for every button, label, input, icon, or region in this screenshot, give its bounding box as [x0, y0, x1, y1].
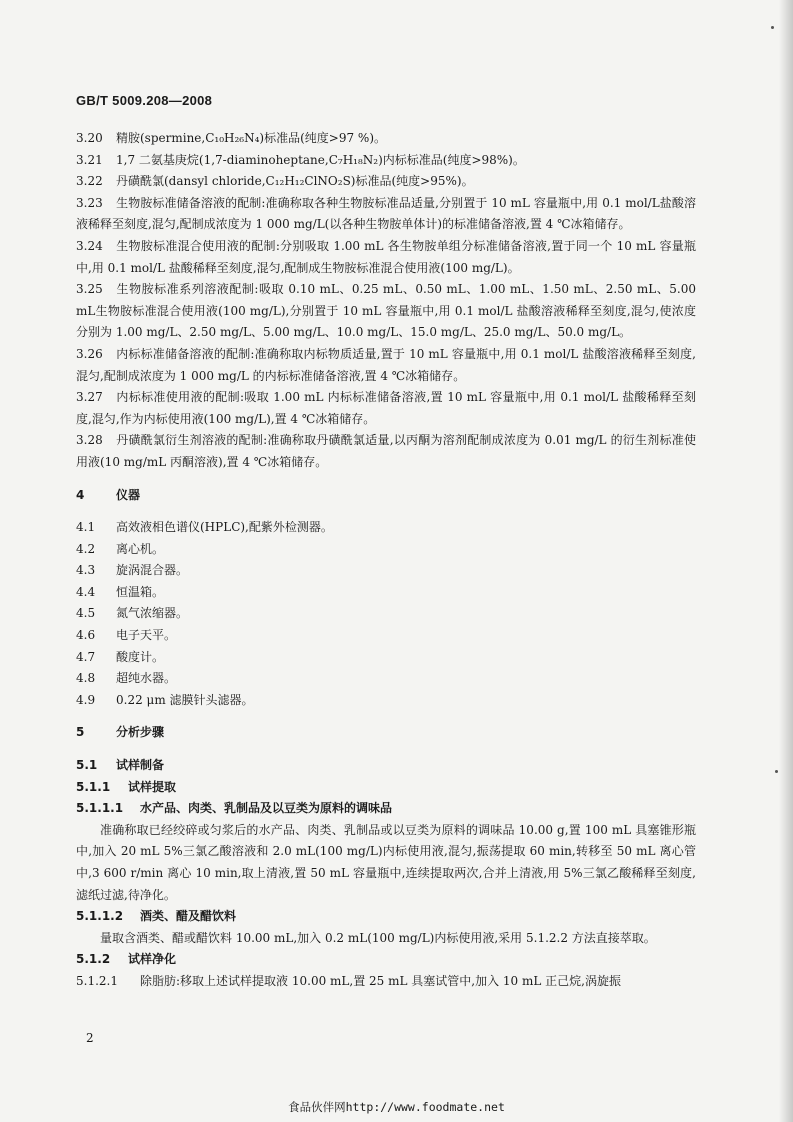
clause-number: 5.1.1 — [76, 779, 111, 794]
footer-watermark: 食品伙伴网http://www.foodmate.net — [288, 1100, 505, 1114]
clause-text: 生物胺标准储备溶液的配制:准确称取各种生物胺标准品适量,分别置于 10 mL 容量瓶中,用 0.1 mol/L盐酸溶液稀释至刻度,混匀,配制成浓度为 1 000 mg/L(以各种生物胺单体计)的标准储备溶液,置 4 ℃冰箱储存。 — [76, 195, 696, 232]
clause-text: 精胺(spermine,C₁₀H₂₆N₄)标准品(纯度>97 %)。 — [116, 131, 387, 145]
clause-number: 5.1 — [76, 758, 98, 773]
clause-text: 氮气浓缩器。 — [116, 606, 189, 621]
clause-item — [76, 150, 696, 172]
clause-number: 4.8 — [76, 671, 96, 686]
clause-text: 1,7 二氨基庚烷(1,7-diaminoheptane,C₇H₁₈N₂)内标标准品(纯度>98%)。 — [116, 152, 525, 167]
section-gap — [76, 711, 696, 722]
scan-edge-shadow — [779, 0, 793, 1122]
section-gap — [76, 744, 696, 755]
clause-number: 5.1.2.1 — [76, 973, 118, 988]
clause-item — [76, 387, 696, 430]
clause-text: 丹磺酰氯(dansyl chloride,C₁₂H₁₂ClNO₂S)标准品(纯度>95%)。 — [116, 174, 474, 189]
clause-number: 3.23 — [76, 195, 103, 210]
clause-item — [76, 647, 696, 669]
clause-item — [76, 539, 696, 561]
clause-number: 4.4 — [76, 584, 96, 599]
clause-number: 3.20 — [76, 131, 103, 145]
section-heading — [76, 485, 696, 507]
clause-item — [76, 171, 696, 193]
clause-number: 3.28 — [76, 433, 103, 448]
section-heading — [76, 755, 696, 777]
page-number: 2 — [86, 1031, 94, 1045]
paragraph-text: 准确称取已经绞碎或匀浆后的水产品、肉类、乳制品或以豆类为原料的调味品 10.00 g,置 100 mL 具塞锥形瓶中,加入 20 mL 5%三氯乙酸溶液和 2.0 mL(100 mg/L)内标使用液,混匀,振荡提取 60 min,转移至 50 mL 离心管中,3 600 r/min 离心 10 min,取上清液,置 50 mL 容量瓶中,连续提取两次,合并上清液,用 5%三氯乙酸稀释至刻度,滤纸过滤,待净化。 — [76, 822, 696, 902]
section-heading — [76, 906, 696, 928]
clause-text: 除脂肪:移取上述试样提取液 10.00 mL,置 25 mL 具塞试管中,加入 10 mL 正己烷,涡旋振 — [140, 973, 621, 988]
section-heading — [76, 777, 696, 799]
clause-number: 5 — [76, 725, 85, 740]
heading-text: 酒类、醋及醋饮料 — [140, 909, 237, 924]
scan-speck — [771, 26, 774, 29]
clause-item — [76, 344, 696, 387]
clause-number: 3.22 — [76, 174, 103, 189]
clause-number: 3.21 — [76, 152, 103, 167]
clause-item — [76, 430, 696, 473]
clause-number: 3.26 — [76, 346, 103, 361]
clause-item — [76, 560, 696, 582]
clause-item — [76, 971, 696, 993]
clause-text: 电子天平。 — [116, 628, 177, 643]
paragraph-text: 量取含酒类、醋或醋饮料 10.00 mL,加入 0.2 mL(100 mg/L)内标使用液,采用 5.1.2.2 方法直接萃取。 — [100, 930, 656, 945]
clause-text: 0.22 μm 滤膜针头滤器。 — [116, 692, 254, 707]
clause-item — [76, 517, 696, 539]
scan-speck — [775, 770, 778, 773]
clause-item — [76, 625, 696, 647]
section-heading — [76, 949, 696, 971]
clause-text: 内标标准储备溶液的配制:准确称取内标物质适量,置于 10 mL 容量瓶中,用 0.1 mol/L 盐酸溶液稀释至刻度,混匀,配制成浓度为 1 000 mg/L 的内标标准储备溶液,置 4 ℃冰箱储存。 — [76, 346, 696, 383]
clause-item — [76, 582, 696, 604]
document-body — [76, 128, 696, 993]
clause-text: 旋涡混合器。 — [116, 563, 189, 578]
clause-item — [76, 668, 696, 690]
body-paragraph — [76, 928, 696, 950]
clause-item — [76, 279, 696, 344]
clause-text: 离心机。 — [116, 541, 165, 556]
clause-text: 丹磺酰氯衍生剂溶液的配制:准确称取丹磺酰氯适量,以丙酮为溶剂配制成浓度为 0.01 mg/L 的衍生剂标准使用液(10 mg/mL 丙酮溶液),置 4 ℃冰箱储存。 — [76, 433, 696, 469]
heading-text: 仪器 — [116, 487, 141, 502]
clause-text: 恒温箱。 — [116, 584, 165, 599]
clause-number: 3.27 — [76, 390, 103, 405]
clause-number: 4.2 — [76, 541, 96, 556]
clause-number: 4.5 — [76, 606, 96, 621]
clause-number: 5.1.2 — [76, 952, 111, 967]
clause-number: 4.9 — [76, 692, 96, 707]
heading-text: 试样制备 — [116, 758, 165, 773]
heading-text: 分析步骤 — [116, 725, 165, 740]
clause-item — [76, 193, 696, 236]
section-heading — [76, 722, 696, 744]
heading-text: 试样提取 — [128, 779, 177, 794]
heading-text: 水产品、肉类、乳制品及以豆类为原料的调味品 — [140, 801, 393, 816]
clause-text: 生物胺标准混合使用液的配制:分别吸取 1.00 mL 各生物胺单组分标准储备溶液,置于同一个 10 mL 容量瓶中,用 0.1 mol/L 盐酸稀释至刻度,混匀,配制成生物胺标准混合使用液(100 mg/L)。 — [76, 238, 696, 275]
clause-item — [76, 603, 696, 625]
clause-number: 5.1.1.2 — [76, 909, 124, 924]
standard-code: GB/T 5009.208—2008 — [76, 93, 213, 108]
clause-number: 4 — [76, 487, 85, 502]
clause-number: 3.25 — [76, 282, 103, 297]
clause-text: 内标标准使用液的配制:吸取 1.00 mL 内标标准储备溶液,置 10 mL 容量瓶中,用 0.1 mol/L 盐酸稀释至刻度,混匀,作为内标使用液(100 mg/L),置 4 ℃冰箱储存。 — [76, 390, 696, 426]
clause-item — [76, 690, 696, 712]
heading-text: 试样净化 — [128, 952, 177, 967]
section-gap — [76, 474, 696, 485]
clause-number: 4.6 — [76, 628, 96, 643]
clause-text: 高效液相色谱仪(HPLC),配紫外检测器。 — [116, 520, 333, 535]
clause-item — [76, 236, 696, 279]
clause-text: 超纯水器。 — [116, 671, 177, 686]
section-heading — [76, 798, 696, 820]
section-gap — [76, 506, 696, 517]
clause-text: 酸度计。 — [116, 649, 165, 664]
clause-number: 5.1.1.1 — [76, 801, 124, 816]
body-paragraph — [76, 820, 696, 906]
clause-item — [76, 128, 696, 150]
clause-number: 4.3 — [76, 563, 96, 578]
clause-number: 3.24 — [76, 238, 103, 253]
clause-number: 4.1 — [76, 520, 96, 535]
clause-text: 生物胺标准系列溶液配制:吸取 0.10 mL、0.25 mL、0.50 mL、1.00 mL、1.50 mL、2.50 mL、5.00 mL生物胺标准混合使用液(100 mg/L),分别置于 10 mL 容量瓶中,用 0.1 mol/L 盐酸溶液稀释至刻度,混匀,使浓度分别为 1.00 mg/L、2.50 mg/L、5.00 mg/L、10.0 mg/L、15.0 mg/L、25.0 mg/L、50.0 mg/L。 — [76, 282, 696, 340]
clause-number: 4.7 — [76, 649, 96, 664]
